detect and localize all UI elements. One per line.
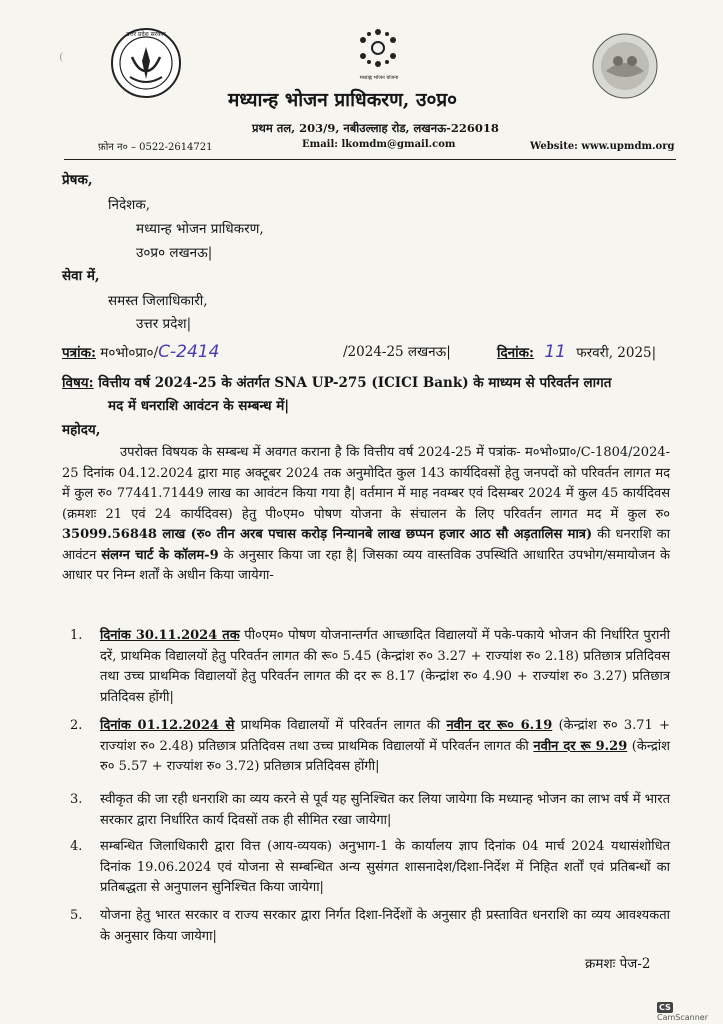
website-address: Website: www.upmdm.org [530,141,675,152]
recipient-line-2: उत्तर प्रदेश| [136,316,192,332]
condition-4 [70,837,670,899]
condition-number: 4. [70,839,83,854]
ref-suffix: /2024-25 लखनऊ| [343,344,451,360]
condition-text: (केन्द्रांश रु० 3.71 + राज्यांश रु० 2.48) प्रतिछात्र प्रतिदिवस तथा उच्च प्राथमिक विद्यालयों में परिवर्तन लागत की [100,718,670,754]
condition-lead: दिनांक 01.12.2024 से [100,718,235,733]
header-divider [64,159,676,160]
condition-5 [70,906,670,947]
recipient-label: सेवा में, [62,268,100,284]
condition-text: योजना हेतु भारत सरकार व राज्य सरकार द्वारा निर्गत दिशा-निर्देशों के अनुसार ही प्रस्तावित धनराशि का व्यय आवश्यकता के अनुसार किया जायेगा| [100,908,670,944]
date-line [497,342,656,362]
phone-number: फ़ोन न० – 0522-2614721 [98,142,213,153]
date-handwritten-day: 11 [544,342,566,362]
mid-day-meal-emblem-icon [353,26,403,74]
condition-2 [70,716,670,778]
condition-3 [70,790,670,831]
condition-number: 1. [70,628,83,643]
subject-label: विषय: [62,375,94,391]
body-text-3: के अनुसार किया जा रहा है| जिसका व्यय वास्तविक उपस्थिति आधारित उपभोग/समायोजन के आधार पर निम्न शर्तों के अधीन किया जायेगा- [62,547,670,583]
new-rate-primary: नवीन दर रू० 6.19 [446,718,553,733]
scan-mark [60,52,67,62]
ref-handwritten-number: C-2414 [158,342,220,362]
logo-left-text: उत्तर प्रदेश सरकार [126,31,166,38]
camscanner-watermark [657,1002,723,1022]
condition-1 [70,626,671,708]
sender-line-3: उ०प्र० लखनऊ| [136,245,213,261]
camscanner-badge: CS [659,1003,671,1012]
condition-number: 5. [70,908,83,923]
body-text-2: की धनराशि का आवंटन [62,527,670,563]
subject-line-1 [62,373,682,391]
reference-line [62,342,219,362]
camscanner-name: CamScanner [657,1013,709,1022]
sender-label: प्रेषक, [62,172,93,188]
sender-line-2: मध्यान्ह भोजन प्राधिकरण, [136,221,264,237]
date-label: दिनांक: [497,345,535,361]
condition-lead: दिनांक 30.11.2024 तक [100,628,240,643]
condition-text: पी०एम० पोषण योजनान्तर्गत आच्छादित विद्यालयों में पके-पकाये भोजन की निर्धारित पुरानी दरें, प्राथमिक विद्यालयों हेतु परिवर्तन लागत की रू० 5.45 (केन्द्रांश रु० 3.27 + राज्यांश रु० 2.18) प्रतिछात्र प्रतिदिवस तथा उच्च प्राथमिक विद्यालयों हेतु परिवर्तन लागत की दर रू 8.17 (केन्द्रांश रु० 4.90 + राज्यांश रु० 3.27) प्रतिछात्र प्रतिदिवस होंगी| [100,628,671,705]
emblem-text: मध्याह्न भोजन योजना [359,75,399,81]
new-rate-upper-primary: नवीन दर रू 9.29 [533,738,628,754]
condition-text: स्वीकृत की जा रही धनराशि का व्यय करने से पूर्व यह सुनिश्चित कर लिया जायेगा कि मध्यान्ह भोजन का लाभ वर्ष में भारत सरकार द्वारा निर्धारित कार्य दिवसों तक ही सीमित रखा जायेगा| [100,792,670,828]
allocation-amount: 35099.56848 लाख (रु० तीन अरब पचास करोड़ निन्यानबे लाख छप्पन हजार आठ सौ अड़तालिस मात्र) [62,527,593,542]
condition-number: 2. [70,718,83,733]
ref-prefix: म०भो०प्रा०/ [100,345,159,361]
authority-address: प्रथम तल, 203/9, नबीउल्लाह रोड, लखनऊ-226018 [252,121,499,135]
recipient-line-1: समस्त जिलाधिकारी, [108,293,208,309]
body-paragraph [62,443,670,587]
condition-text: सम्बन्धित जिलाधिकारी द्वारा वित्त (आय-व्ययक) अनुभाग-1 के कार्यालय ज्ञाप दिनांक 04 मार्च 2024 यथासंशोधित दिनांक 19.06.2024 एवं योजना से सम्बन्धित अन्य सुसंगत शासनादेश/दिशा-निर्देश में निहित शर्तों एवं प्रतिबन्धों का प्रतिबद्धता से अनुपालन सुनिश्चित किया जायेगा| [100,839,670,895]
email-address: Email: lkomdm@gmail.com [302,139,456,150]
authority-title: मध्यान्ह भोजन प्राधिकरण, उ०प्र० [228,89,458,111]
condition-text: प्राथमिक विद्यालयों में परिवर्तन लागत की [234,718,447,733]
pm-poshan-logo-icon [592,33,658,99]
continuation-note: क्रमशः पेज-2 [585,956,651,972]
subject-line-2: मद में धनराशि आवंटन के सम्बन्ध में| [108,398,290,414]
salutation: महोदय, [62,422,101,438]
condition-number: 3. [70,792,83,807]
date-rest: फरवरी, 2025| [576,345,657,361]
sender-line-1: निदेशक, [108,197,150,213]
condition-text: (केन्द्रांश रु० 5.57 + राज्यांश रु० 3.72) प्रतिछात्र प्रतिदिवस होंगी| [100,738,670,774]
subject-text-1: वित्तीय वर्ष 2024-25 के अंतर्गत SNA UP-275 (ICICI Bank) के माध्यम से परिवर्तन लागत [98,375,612,391]
annexure-reference: संलग्न चार्ट के कॉलम-9 [101,547,219,563]
body-text-1: उपरोक्त विषयक के सम्बन्ध में अवगत कराना है कि वित्तीय वर्ष 2024-25 में पत्रांक- म०भो०प्रा०/C-1804/2024-25 दिनांक 04.12.2024 द्वारा माह अक्टूबर 2024 तक अनुमोदित कुल 143 कार्यदिवसों हेतु जनपदों को परिवर्तन लागत मद में कुल रु० 77441.71449 लाख का आवंटन किया गया है| वर्तमान में माह नवम्बर एवं दिसम्बर 2024 में कुल 45 कार्यदिवस (क्रमशः 21 एवं 24 कार्यदिवस) हेतु पी०एम० पोषण योजना के संचालन के लिए परिवर्तन लागत मद में कुल रु० [62,445,670,522]
ref-label: पत्रांक: [62,345,96,361]
